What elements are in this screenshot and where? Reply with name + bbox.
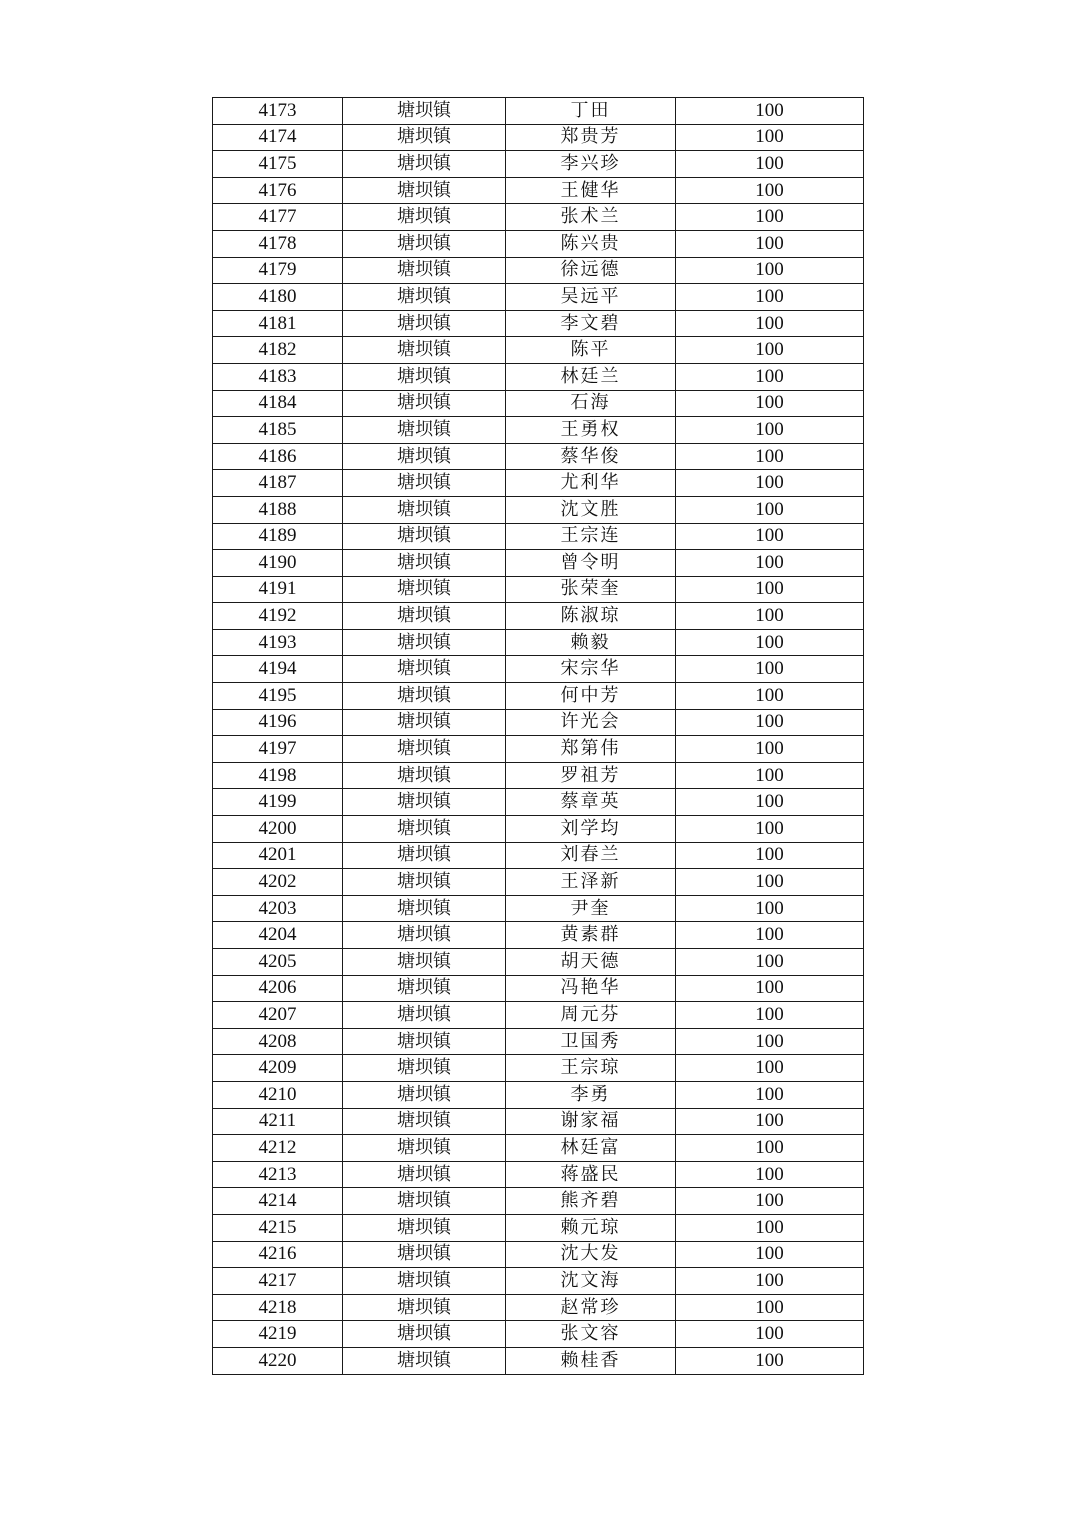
serial-number-cell: 4173 [213, 98, 343, 125]
town-cell: 塘坝镇 [343, 177, 506, 204]
table-row [213, 1294, 864, 1321]
table-row [213, 603, 864, 630]
amount-cell: 100 [676, 363, 864, 390]
table-row [213, 736, 864, 763]
town-cell: 塘坝镇 [343, 603, 506, 630]
serial-number-cell: 4205 [213, 949, 343, 976]
table-row [213, 98, 864, 125]
person-name-cell: 陈淑琼 [506, 603, 676, 630]
town-cell: 塘坝镇 [343, 496, 506, 523]
serial-number-cell: 4174 [213, 124, 343, 151]
town-cell: 塘坝镇 [343, 151, 506, 178]
town-cell: 塘坝镇 [343, 736, 506, 763]
person-name-cell: 胡天德 [506, 949, 676, 976]
person-name-cell: 陈兴贵 [506, 230, 676, 257]
amount-cell: 100 [676, 949, 864, 976]
amount-cell: 100 [676, 1214, 864, 1241]
amount-cell: 100 [676, 1081, 864, 1108]
serial-number-cell: 4212 [213, 1135, 343, 1162]
table-row [213, 1188, 864, 1215]
roster-table-body [213, 98, 864, 1375]
town-cell: 塘坝镇 [343, 337, 506, 364]
town-cell: 塘坝镇 [343, 284, 506, 311]
table-row [213, 842, 864, 869]
amount-cell: 100 [676, 257, 864, 284]
person-name-cell: 宋宗华 [506, 656, 676, 683]
amount-cell: 100 [676, 736, 864, 763]
table-row [213, 1002, 864, 1029]
table-row [213, 975, 864, 1002]
amount-cell: 100 [676, 922, 864, 949]
town-cell: 塘坝镇 [343, 98, 506, 125]
town-cell: 塘坝镇 [343, 975, 506, 1002]
amount-cell: 100 [676, 1161, 864, 1188]
amount-cell: 100 [676, 1188, 864, 1215]
table-row [213, 1055, 864, 1082]
town-cell: 塘坝镇 [343, 310, 506, 337]
table-row [213, 443, 864, 470]
person-name-cell: 沈文胜 [506, 496, 676, 523]
serial-number-cell: 4194 [213, 656, 343, 683]
person-name-cell: 林廷富 [506, 1135, 676, 1162]
amount-cell: 100 [676, 177, 864, 204]
town-cell: 塘坝镇 [343, 576, 506, 603]
serial-number-cell: 4196 [213, 709, 343, 736]
town-cell: 塘坝镇 [343, 417, 506, 444]
person-name-cell: 张荣奎 [506, 576, 676, 603]
person-name-cell: 谢家福 [506, 1108, 676, 1135]
person-name-cell: 沈文海 [506, 1268, 676, 1295]
serial-number-cell: 4203 [213, 895, 343, 922]
amount-cell: 100 [676, 1002, 864, 1029]
serial-number-cell: 4179 [213, 257, 343, 284]
person-name-cell: 赖桂香 [506, 1347, 676, 1374]
town-cell: 塘坝镇 [343, 1188, 506, 1215]
amount-cell: 100 [676, 124, 864, 151]
person-name-cell: 沈大发 [506, 1241, 676, 1268]
town-cell: 塘坝镇 [343, 470, 506, 497]
serial-number-cell: 4182 [213, 337, 343, 364]
table-row [213, 257, 864, 284]
serial-number-cell: 4218 [213, 1294, 343, 1321]
serial-number-cell: 4207 [213, 1002, 343, 1029]
person-name-cell: 陈平 [506, 337, 676, 364]
amount-cell: 100 [676, 1055, 864, 1082]
person-name-cell: 王泽新 [506, 869, 676, 896]
amount-cell: 100 [676, 470, 864, 497]
amount-cell: 100 [676, 1268, 864, 1295]
table-row [213, 550, 864, 577]
serial-number-cell: 4180 [213, 284, 343, 311]
table-row [213, 1268, 864, 1295]
table-row [213, 1161, 864, 1188]
town-cell: 塘坝镇 [343, 656, 506, 683]
table-row [213, 1347, 864, 1374]
serial-number-cell: 4213 [213, 1161, 343, 1188]
table-row [213, 310, 864, 337]
person-name-cell: 郑第伟 [506, 736, 676, 763]
town-cell: 塘坝镇 [343, 204, 506, 231]
serial-number-cell: 4206 [213, 975, 343, 1002]
amount-cell: 100 [676, 1347, 864, 1374]
town-cell: 塘坝镇 [343, 523, 506, 550]
town-cell: 塘坝镇 [343, 1028, 506, 1055]
amount-cell: 100 [676, 816, 864, 843]
town-cell: 塘坝镇 [343, 124, 506, 151]
amount-cell: 100 [676, 709, 864, 736]
table-row [213, 177, 864, 204]
town-cell: 塘坝镇 [343, 363, 506, 390]
roster-table [212, 97, 864, 1375]
serial-number-cell: 4181 [213, 310, 343, 337]
town-cell: 塘坝镇 [343, 443, 506, 470]
town-cell: 塘坝镇 [343, 1002, 506, 1029]
serial-number-cell: 4183 [213, 363, 343, 390]
serial-number-cell: 4204 [213, 922, 343, 949]
serial-number-cell: 4193 [213, 629, 343, 656]
serial-number-cell: 4188 [213, 496, 343, 523]
amount-cell: 100 [676, 1108, 864, 1135]
amount-cell: 100 [676, 496, 864, 523]
serial-number-cell: 4209 [213, 1055, 343, 1082]
person-name-cell: 尤利华 [506, 470, 676, 497]
person-name-cell: 张文容 [506, 1321, 676, 1348]
town-cell: 塘坝镇 [343, 1347, 506, 1374]
table-row [213, 1028, 864, 1055]
table-row [213, 709, 864, 736]
town-cell: 塘坝镇 [343, 1241, 506, 1268]
town-cell: 塘坝镇 [343, 949, 506, 976]
serial-number-cell: 4190 [213, 550, 343, 577]
serial-number-cell: 4191 [213, 576, 343, 603]
table-row [213, 1214, 864, 1241]
person-name-cell: 罗祖芳 [506, 762, 676, 789]
serial-number-cell: 4184 [213, 390, 343, 417]
serial-number-cell: 4208 [213, 1028, 343, 1055]
person-name-cell: 石海 [506, 390, 676, 417]
amount-cell: 100 [676, 603, 864, 630]
serial-number-cell: 4178 [213, 230, 343, 257]
town-cell: 塘坝镇 [343, 1081, 506, 1108]
amount-cell: 100 [676, 869, 864, 896]
serial-number-cell: 4211 [213, 1108, 343, 1135]
table-row [213, 124, 864, 151]
town-cell: 塘坝镇 [343, 762, 506, 789]
person-name-cell: 曾令明 [506, 550, 676, 577]
serial-number-cell: 4219 [213, 1321, 343, 1348]
amount-cell: 100 [676, 1135, 864, 1162]
person-name-cell: 黄素群 [506, 922, 676, 949]
town-cell: 塘坝镇 [343, 1055, 506, 1082]
table-row [213, 895, 864, 922]
table-row [213, 576, 864, 603]
person-name-cell: 王宗连 [506, 523, 676, 550]
amount-cell: 100 [676, 310, 864, 337]
person-name-cell: 李兴珍 [506, 151, 676, 178]
serial-number-cell: 4201 [213, 842, 343, 869]
amount-cell: 100 [676, 98, 864, 125]
table-row [213, 363, 864, 390]
serial-number-cell: 4215 [213, 1214, 343, 1241]
serial-number-cell: 4185 [213, 417, 343, 444]
amount-cell: 100 [676, 337, 864, 364]
person-name-cell: 李勇 [506, 1081, 676, 1108]
person-name-cell: 张术兰 [506, 204, 676, 231]
table-row [213, 284, 864, 311]
table-row [213, 390, 864, 417]
amount-cell: 100 [676, 683, 864, 710]
town-cell: 塘坝镇 [343, 390, 506, 417]
serial-number-cell: 4202 [213, 869, 343, 896]
town-cell: 塘坝镇 [343, 1268, 506, 1295]
table-row [213, 1081, 864, 1108]
table-row [213, 1321, 864, 1348]
table-row [213, 151, 864, 178]
table-row [213, 629, 864, 656]
table-row [213, 656, 864, 683]
amount-cell: 100 [676, 1321, 864, 1348]
serial-number-cell: 4200 [213, 816, 343, 843]
table-row [213, 230, 864, 257]
table-row [213, 683, 864, 710]
table-row [213, 470, 864, 497]
table-row [213, 1108, 864, 1135]
person-name-cell: 丁田 [506, 98, 676, 125]
person-name-cell: 王健华 [506, 177, 676, 204]
amount-cell: 100 [676, 629, 864, 656]
person-name-cell: 吴远平 [506, 284, 676, 311]
person-name-cell: 王宗琼 [506, 1055, 676, 1082]
person-name-cell: 刘春兰 [506, 842, 676, 869]
person-name-cell: 尹奎 [506, 895, 676, 922]
amount-cell: 100 [676, 417, 864, 444]
town-cell: 塘坝镇 [343, 230, 506, 257]
amount-cell: 100 [676, 390, 864, 417]
serial-number-cell: 4187 [213, 470, 343, 497]
amount-cell: 100 [676, 1241, 864, 1268]
amount-cell: 100 [676, 895, 864, 922]
amount-cell: 100 [676, 842, 864, 869]
person-name-cell: 蔡章英 [506, 789, 676, 816]
person-name-cell: 赖毅 [506, 629, 676, 656]
town-cell: 塘坝镇 [343, 895, 506, 922]
town-cell: 塘坝镇 [343, 869, 506, 896]
person-name-cell: 刘学均 [506, 816, 676, 843]
table-row [213, 1135, 864, 1162]
amount-cell: 100 [676, 230, 864, 257]
town-cell: 塘坝镇 [343, 1108, 506, 1135]
town-cell: 塘坝镇 [343, 1161, 506, 1188]
table-row [213, 1241, 864, 1268]
person-name-cell: 林廷兰 [506, 363, 676, 390]
amount-cell: 100 [676, 151, 864, 178]
serial-number-cell: 4176 [213, 177, 343, 204]
person-name-cell: 赵常珍 [506, 1294, 676, 1321]
table-row [213, 949, 864, 976]
amount-cell: 100 [676, 762, 864, 789]
person-name-cell: 李文碧 [506, 310, 676, 337]
town-cell: 塘坝镇 [343, 842, 506, 869]
amount-cell: 100 [676, 656, 864, 683]
person-name-cell: 周元芬 [506, 1002, 676, 1029]
serial-number-cell: 4195 [213, 683, 343, 710]
amount-cell: 100 [676, 1028, 864, 1055]
amount-cell: 100 [676, 576, 864, 603]
person-name-cell: 蒋盛民 [506, 1161, 676, 1188]
table-row [213, 869, 864, 896]
person-name-cell: 卫国秀 [506, 1028, 676, 1055]
person-name-cell: 赖元琼 [506, 1214, 676, 1241]
amount-cell: 100 [676, 204, 864, 231]
serial-number-cell: 4198 [213, 762, 343, 789]
amount-cell: 100 [676, 1294, 864, 1321]
town-cell: 塘坝镇 [343, 1294, 506, 1321]
table-row [213, 789, 864, 816]
town-cell: 塘坝镇 [343, 1321, 506, 1348]
person-name-cell: 冯艳华 [506, 975, 676, 1002]
table-row [213, 204, 864, 231]
table-row [213, 762, 864, 789]
town-cell: 塘坝镇 [343, 257, 506, 284]
amount-cell: 100 [676, 550, 864, 577]
person-name-cell: 徐远德 [506, 257, 676, 284]
town-cell: 塘坝镇 [343, 683, 506, 710]
serial-number-cell: 4197 [213, 736, 343, 763]
serial-number-cell: 4186 [213, 443, 343, 470]
amount-cell: 100 [676, 443, 864, 470]
table-row [213, 417, 864, 444]
person-name-cell: 蔡华俊 [506, 443, 676, 470]
town-cell: 塘坝镇 [343, 1214, 506, 1241]
serial-number-cell: 4177 [213, 204, 343, 231]
serial-number-cell: 4199 [213, 789, 343, 816]
serial-number-cell: 4175 [213, 151, 343, 178]
person-name-cell: 郑贵芳 [506, 124, 676, 151]
amount-cell: 100 [676, 523, 864, 550]
town-cell: 塘坝镇 [343, 1135, 506, 1162]
person-name-cell: 王勇权 [506, 417, 676, 444]
table-row [213, 922, 864, 949]
town-cell: 塘坝镇 [343, 550, 506, 577]
table-row [213, 816, 864, 843]
amount-cell: 100 [676, 975, 864, 1002]
town-cell: 塘坝镇 [343, 922, 506, 949]
person-name-cell: 许光会 [506, 709, 676, 736]
town-cell: 塘坝镇 [343, 816, 506, 843]
serial-number-cell: 4214 [213, 1188, 343, 1215]
amount-cell: 100 [676, 284, 864, 311]
town-cell: 塘坝镇 [343, 629, 506, 656]
person-name-cell: 何中芳 [506, 683, 676, 710]
serial-number-cell: 4189 [213, 523, 343, 550]
serial-number-cell: 4192 [213, 603, 343, 630]
table-row [213, 496, 864, 523]
amount-cell: 100 [676, 789, 864, 816]
serial-number-cell: 4216 [213, 1241, 343, 1268]
serial-number-cell: 4217 [213, 1268, 343, 1295]
town-cell: 塘坝镇 [343, 789, 506, 816]
town-cell: 塘坝镇 [343, 709, 506, 736]
table-row [213, 523, 864, 550]
serial-number-cell: 4220 [213, 1347, 343, 1374]
table-row [213, 337, 864, 364]
person-name-cell: 熊齐碧 [506, 1188, 676, 1215]
serial-number-cell: 4210 [213, 1081, 343, 1108]
